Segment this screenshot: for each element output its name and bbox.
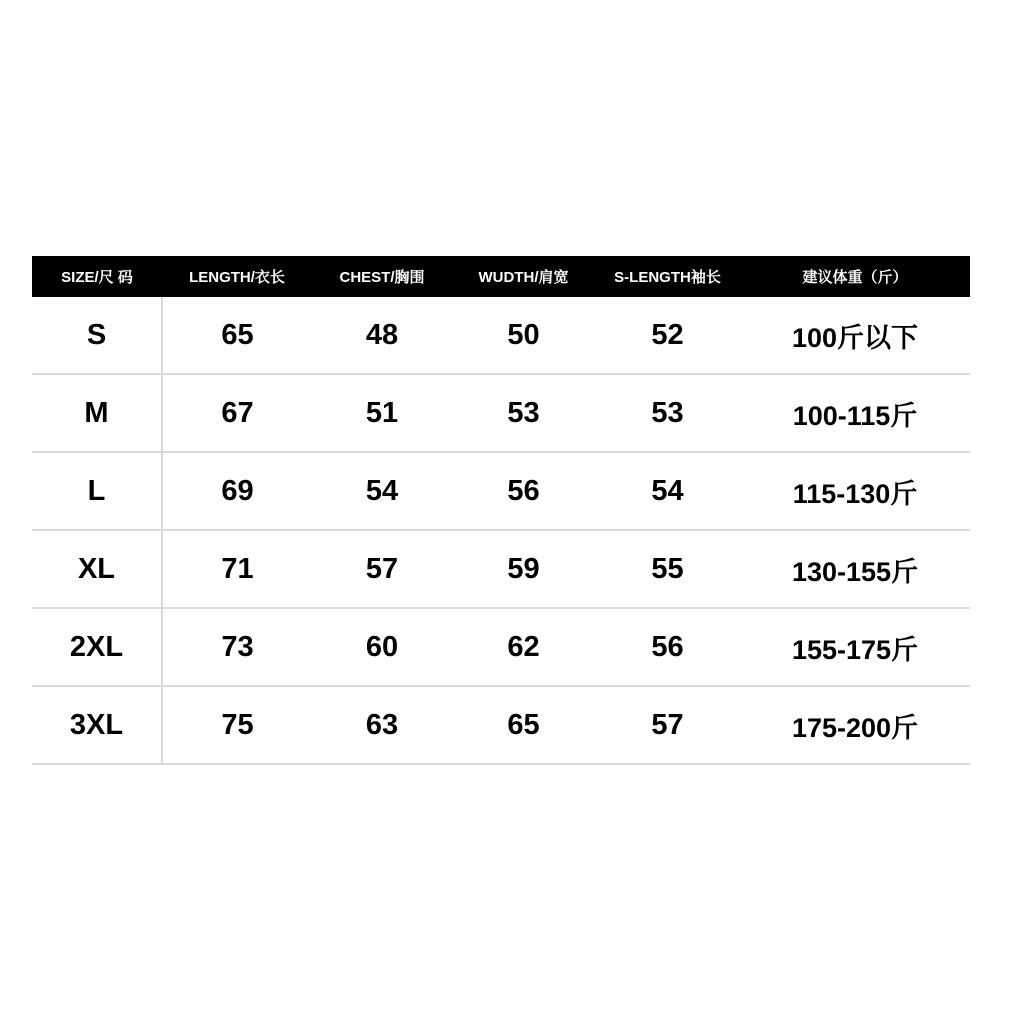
cell-width: 50 [452, 297, 595, 374]
cell-chest: 48 [312, 297, 452, 374]
table-row [32, 297, 970, 374]
cell-length: 67 [162, 374, 312, 452]
cell-size: 3XL [32, 686, 162, 764]
cell-chest: 57 [312, 530, 452, 608]
cell-weight: 115-130斤 [740, 452, 970, 530]
column-header-length: LENGTH/衣长 [189, 269, 285, 286]
cell-length: 73 [162, 608, 312, 686]
column-header-sleeve: S-LENGTH袖长 [614, 269, 721, 286]
cell-width: 59 [452, 530, 595, 608]
size-chart [32, 256, 970, 765]
column-header-chest: CHEST/胸围 [339, 269, 425, 286]
cell-width: 62 [452, 608, 595, 686]
cell-sleeve: 54 [595, 452, 740, 530]
table-row [32, 686, 970, 764]
cell-weight: 130-155斤 [740, 530, 970, 608]
table-row [32, 608, 970, 686]
cell-sleeve: 53 [595, 374, 740, 452]
column-header-size: SIZE/尺 码 [61, 269, 133, 286]
cell-width: 56 [452, 452, 595, 530]
cell-sleeve: 52 [595, 297, 740, 374]
cell-length: 75 [162, 686, 312, 764]
cell-chest: 54 [312, 452, 452, 530]
column-header-width: WUDTH/肩宽 [478, 269, 569, 286]
cell-size: S [32, 297, 162, 374]
cell-size: XL [32, 530, 162, 608]
cell-width: 53 [452, 374, 595, 452]
size-chart-table [32, 256, 970, 765]
cell-weight: 100斤以下 [740, 297, 970, 374]
cell-weight: 100-115斤 [740, 374, 970, 452]
cell-chest: 60 [312, 608, 452, 686]
cell-sleeve: 56 [595, 608, 740, 686]
cell-length: 71 [162, 530, 312, 608]
cell-sleeve: 57 [595, 686, 740, 764]
cell-size: M [32, 374, 162, 452]
cell-weight: 155-175斤 [740, 608, 970, 686]
cell-size: 2XL [32, 608, 162, 686]
column-header-weight: 建议体重（斤） [802, 269, 908, 286]
cell-weight: 175-200斤 [740, 686, 970, 764]
cell-chest: 63 [312, 686, 452, 764]
cell-width: 65 [452, 686, 595, 764]
cell-length: 69 [162, 452, 312, 530]
header-row [32, 256, 970, 297]
table-row [32, 374, 970, 452]
table-row [32, 452, 970, 530]
cell-sleeve: 55 [595, 530, 740, 608]
table-row [32, 530, 970, 608]
table-body [32, 297, 970, 764]
cell-length: 65 [162, 297, 312, 374]
cell-size: L [32, 452, 162, 530]
table-header [32, 256, 970, 297]
cell-chest: 51 [312, 374, 452, 452]
